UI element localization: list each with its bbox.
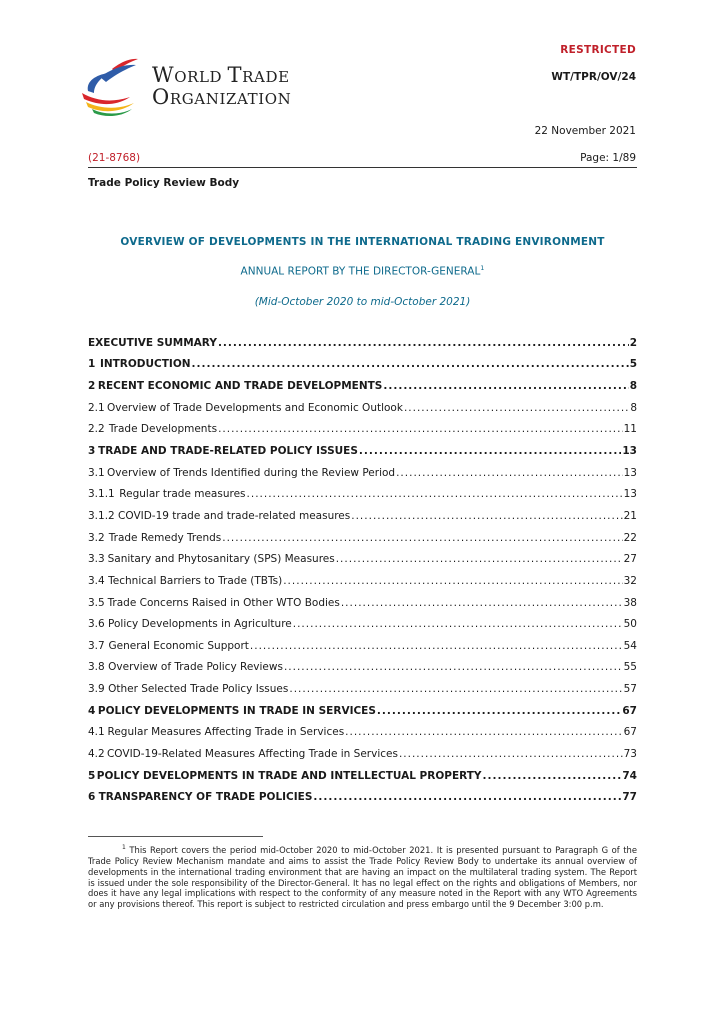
toc-leader-dots — [284, 661, 623, 673]
toc-entry[interactable] — [88, 765, 637, 787]
toc-leader-dots — [341, 597, 623, 609]
footnote-divider — [88, 836, 263, 837]
toc-entry-page: 67 — [623, 726, 637, 739]
toc-entry-title: Regular Measures Affecting Trade in Services — [107, 726, 345, 739]
toc-leader-dots — [396, 467, 623, 479]
toc-entry-page: 32 — [623, 574, 637, 587]
toc-entry-page: 8 — [629, 380, 637, 393]
toc-entry[interactable] — [88, 419, 637, 441]
toc-entry-title: TRADE AND TRADE-RELATED POLICY ISSUES — [98, 445, 358, 458]
wto-logo — [80, 57, 320, 117]
toc-leader-dots — [359, 445, 621, 457]
toc-entry-number: 4.2 — [88, 747, 105, 760]
logo-letter: W — [152, 63, 175, 87]
toc-entry-number: 3.6 — [88, 618, 105, 631]
toc-entry-number: 3.1.1 — [88, 488, 115, 501]
toc-entry-title: POLICY DEVELOPMENTS IN TRADE IN SERVICES — [97, 704, 376, 717]
toc-entry-title: Overview of Trade Policy Reviews — [108, 661, 283, 674]
toc-entry-number: 3.1.2 — [88, 509, 115, 522]
toc-entry-number: 6 — [88, 791, 96, 804]
toc-entry-page: 27 — [623, 553, 637, 566]
toc-leader-dots — [404, 402, 629, 414]
toc-entry-page: 74 — [622, 769, 637, 782]
toc-entry-title: Sanitary and Phytosanitary (SPS) Measures — [107, 553, 335, 566]
toc-entry-page: 55 — [623, 661, 637, 674]
toc-entry[interactable] — [88, 462, 637, 484]
document-date: 22 November 2021 — [534, 125, 636, 137]
toc-entry[interactable] — [88, 743, 637, 765]
toc-entry-title: Trade Concerns Raised in Other WTO Bodies — [107, 596, 340, 609]
toc-entry-page: 73 — [623, 747, 637, 760]
toc-leader-dots — [192, 358, 629, 370]
toc-entry[interactable] — [88, 527, 637, 549]
page-title: OVERVIEW OF DEVELOPMENTS IN THE INTERNATIONAL TRADING ENVIRONMENT — [120, 236, 605, 248]
toc-entry-title: Technical Barriers to Trade (TBTs) — [108, 574, 283, 587]
toc-leader-dots — [218, 337, 629, 349]
logo-text-part: RGANIZATION — [169, 90, 292, 108]
document-symbol: WT/TPR/OV/24 — [551, 71, 636, 83]
toc-entry-page: 77 — [622, 791, 637, 804]
toc-entry-page: 38 — [623, 596, 637, 609]
toc-entry[interactable] — [88, 722, 637, 744]
logo-text-part: ORLD — [174, 68, 228, 86]
toc-entry-number: 3.5 — [88, 596, 105, 609]
toc-entry-number: 3.2 — [88, 531, 105, 544]
toc-entry-title: COVID-19 trade and trade-related measures — [118, 509, 351, 522]
toc-entry-title: Trade Remedy Trends — [108, 531, 222, 544]
table-of-contents — [88, 332, 637, 808]
footnote-marker: 1 — [122, 844, 126, 851]
toc-entry-number: 3.3 — [88, 553, 105, 566]
toc-leader-dots — [336, 553, 623, 565]
toc-entry[interactable] — [88, 657, 637, 679]
toc-entry-page: 5 — [629, 358, 637, 371]
toc-entry-title: RECENT ECONOMIC AND TRADE DEVELOPMENTS — [97, 380, 383, 393]
toc-entry[interactable] — [88, 700, 637, 722]
toc-entry-title: Trade Developments — [108, 423, 218, 436]
report-period: (Mid-October 2020 to mid-October 2021) — [254, 296, 471, 308]
toc-entry[interactable] — [88, 678, 637, 700]
toc-leader-dots — [345, 726, 622, 738]
toc-entry[interactable] — [88, 397, 637, 419]
toc-entry-number: 4 — [88, 704, 96, 717]
toc-entry-number: 2.2 — [88, 423, 105, 436]
toc-leader-dots — [383, 380, 628, 392]
document-number: (21-8768) — [88, 152, 141, 164]
toc-entry-title: Overview of Trends Identified during the Review Period — [107, 466, 396, 479]
wto-wordmark — [152, 65, 291, 109]
page-subtitle — [88, 264, 637, 278]
toc-leader-dots — [250, 640, 623, 652]
toc-entry[interactable] — [88, 548, 637, 570]
toc-entry-page: 13 — [623, 488, 637, 501]
toc-entry-number: 4.1 — [88, 726, 105, 739]
toc-entry-page: 11 — [623, 423, 637, 436]
toc-entry-title: Regular trade measures — [119, 488, 246, 501]
toc-entry-title: COVID-19-Related Measures Affecting Trade in Services — [106, 747, 398, 760]
toc-entry-page: 13 — [623, 466, 637, 479]
header-divider — [88, 167, 637, 168]
toc-entry[interactable] — [88, 375, 637, 397]
footnote — [88, 843, 637, 910]
toc-entry-number: 3 — [88, 445, 96, 458]
toc-leader-dots — [283, 575, 622, 587]
toc-entry-title: INTRODUCTION — [99, 358, 191, 371]
toc-entry-page: 21 — [623, 509, 637, 522]
toc-entry-title: Other Selected Trade Policy Issues — [108, 683, 289, 696]
wto-emblem-icon — [80, 57, 150, 117]
subtitle-text: ANNUAL REPORT BY THE DIRECTOR-GENERAL — [240, 265, 481, 278]
toc-entry-page: 22 — [623, 531, 637, 544]
restricted-label: RESTRICTED — [560, 44, 636, 56]
toc-entry-number: 2.1 — [88, 401, 105, 414]
issuing-body: Trade Policy Review Body — [88, 177, 240, 189]
logo-letter: O — [152, 85, 170, 109]
toc-entry-page: 50 — [623, 618, 637, 631]
toc-entry-number: 3.7 — [88, 639, 105, 652]
toc-entry-page: 67 — [622, 704, 637, 717]
toc-entry-page: 13 — [622, 445, 637, 458]
toc-entry[interactable] — [88, 635, 637, 657]
toc-leader-dots — [289, 683, 622, 695]
toc-leader-dots — [351, 510, 622, 522]
toc-entry[interactable] — [88, 613, 637, 635]
toc-entry[interactable] — [88, 786, 637, 808]
toc-entry-title: Overview of Trade Developments and Economic Outlook — [106, 401, 403, 414]
toc-entry[interactable] — [88, 505, 637, 527]
toc-leader-dots — [247, 488, 623, 500]
toc-entry[interactable] — [88, 483, 637, 505]
toc-entry-page: 8 — [630, 401, 637, 414]
footnote-reference[interactable]: 1 — [480, 264, 485, 272]
toc-leader-dots — [377, 705, 621, 717]
toc-entry-number: 3.1 — [88, 466, 105, 479]
page-indicator: Page: 1/89 — [580, 152, 636, 164]
toc-entry-page: 54 — [623, 639, 637, 652]
toc-entry-number: 3.4 — [88, 574, 105, 587]
toc-entry-title: General Economic Support — [108, 639, 249, 652]
logo-text-part: RADE — [242, 68, 290, 86]
toc-entry-number: 2 — [88, 380, 96, 393]
toc-leader-dots — [293, 618, 623, 630]
toc-leader-dots — [222, 532, 622, 544]
toc-entry-page: 2 — [629, 336, 637, 349]
toc-entry-title: TRANSPARENCY OF TRADE POLICIES — [98, 791, 313, 804]
toc-leader-dots — [483, 770, 622, 782]
toc-entry[interactable] — [88, 570, 637, 592]
toc-entry-number: 1 — [88, 358, 96, 371]
toc-entry-number: 5 — [88, 769, 96, 782]
footnote-text: This Report covers the period mid-October 2020 to mid-October 2021. It is presented pursuant to Paragraph G of the Trade Policy Review Mechanism mandate and aims to assist the Trade Policy Review Body to undertake its annual overview of developments in the international trading environment that are having an impact on the multilateral trading system. The Report is issued under the sole responsibility of the Director-General. It has no legal effect on the rights and obligations of Members, nor does it have any legal implications with respect to the conformity of any measure noted in the Report with any WTO Agreements or any provisions thereof. This report is subject to restricted circulation and press embargo until the 9 December 3:00 p.m. — [88, 844, 637, 910]
logo-letter: T — [227, 63, 243, 87]
toc-entry-title: EXECUTIVE SUMMARY — [88, 336, 217, 349]
toc-entry-page: 57 — [623, 683, 637, 696]
toc-entry[interactable] — [88, 332, 637, 354]
toc-entry-number: 3.8 — [88, 661, 105, 674]
toc-entry-number: 3.9 — [88, 683, 105, 696]
toc-entry[interactable] — [88, 440, 637, 462]
toc-leader-dots — [313, 791, 621, 803]
toc-leader-dots — [399, 748, 623, 760]
toc-entry[interactable] — [88, 592, 637, 614]
toc-entry[interactable] — [88, 354, 637, 376]
toc-entry-title: Policy Developments in Agriculture — [108, 618, 292, 631]
toc-entry-title: POLICY DEVELOPMENTS IN TRADE AND INTELLECTUAL PROPERTY — [96, 769, 482, 782]
toc-leader-dots — [218, 423, 623, 435]
